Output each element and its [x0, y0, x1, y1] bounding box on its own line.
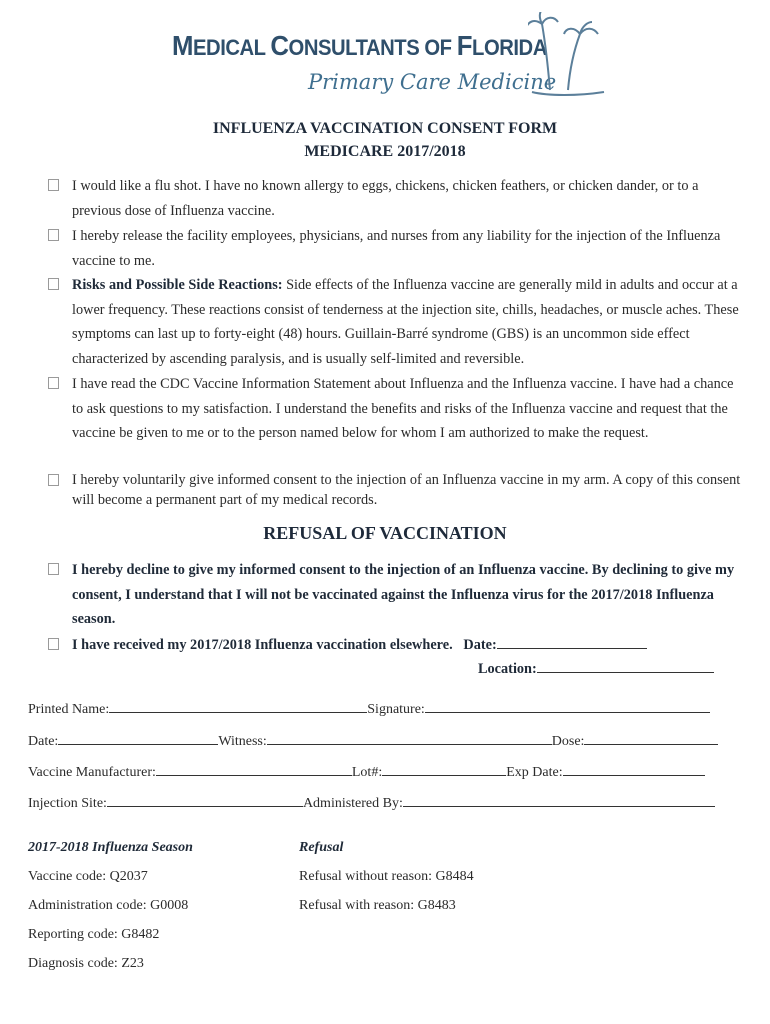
palm-tree-logo-icon	[528, 12, 608, 102]
refusal-heading: Refusal	[299, 840, 344, 855]
refusal-location-field[interactable]	[537, 658, 714, 673]
site-administered-row	[28, 792, 715, 812]
form-subtitle: MEDICARE 2017/2018	[304, 143, 466, 160]
checkbox[interactable]	[48, 278, 59, 290]
consent-item-vis: I have read the CDC Vaccine Information Statement about Influenza and the Influenza vaccine. I have had a chance to ask questions to my satisfaction. I understand the benefits and risks of the Influenza vaccine and request that the vaccine be given to me or to the person named below for whom I am authorized to make the request.	[48, 372, 748, 446]
checkbox[interactable]	[48, 377, 59, 389]
consent-item-release: I hereby release the facility employees, physicians, and nurses from any liability for the injection of the Influenza vaccine to me.	[48, 224, 748, 273]
refusal-title: REFUSAL OF VACCINATION	[263, 523, 507, 543]
date-witness-dose-row	[28, 730, 718, 750]
administered-by-label: Administered By:	[302, 796, 403, 811]
signature-label: Signature:	[367, 702, 425, 717]
brand-tagline: Primary Care Medicine	[308, 70, 557, 94]
administered-by-field[interactable]	[403, 792, 715, 807]
exp-date-field[interactable]	[563, 761, 705, 776]
lot-label: Lot#:	[351, 765, 383, 780]
exp-date-label: Exp Date:	[506, 765, 563, 780]
injection-site-label: Injection Site:	[28, 796, 107, 811]
name-signature-row	[28, 698, 710, 718]
checkbox[interactable]	[48, 638, 59, 650]
witness-label: Witness:	[218, 734, 267, 749]
signature-field[interactable]	[425, 698, 710, 713]
refusal-codes	[299, 840, 474, 914]
season-heading: 2017-2018 Influenza Season	[28, 840, 193, 855]
lot-field[interactable]	[382, 761, 506, 776]
dose-label: Dose:	[551, 734, 585, 749]
manufacturer-lot-exp-row	[28, 761, 705, 781]
vaccine-manufacturer-field[interactable]	[156, 761, 352, 776]
injection-site-field[interactable]	[107, 792, 303, 807]
refusal-date-field[interactable]	[497, 634, 647, 649]
refusal-item-decline: I hereby decline to give my informed consent to the injection of an Influenza vaccine. By declining to give my consent, I understand that I will not be vaccinated against the Influenza virus for the 2017/2018 Influenza season.	[48, 558, 748, 632]
refusal-without-reason-code: Refusal without reason: G8484	[299, 869, 474, 884]
refusal-date-label: Date:	[463, 637, 497, 653]
checkbox[interactable]	[48, 474, 59, 486]
brand-name: MEDICAL CONSULTANTS OF FLORIDA	[172, 30, 547, 61]
date-label: Date:	[28, 734, 59, 749]
consent-item-risks: Risks and Possible Side Reactions: Side effects of the Influenza vaccine are generally mild in adults and occur at a lower frequency. These reactions consist of tenderness at the injection site, chills, headaches, or muscle aches. These symptoms can last up to forty-eight (48) hours. Guillain-Barré syndrome (GBS) is an uncommon side effect characterized by ascending paralysis, and is usually self-limited and reversible.	[48, 273, 748, 371]
vaccine-manufacturer-label: Vaccine Manufacturer:	[28, 765, 156, 780]
checkbox[interactable]	[48, 229, 59, 241]
checkbox[interactable]	[48, 563, 59, 575]
printed-name-label: Printed Name:	[28, 702, 110, 717]
letterhead	[0, 0, 770, 110]
witness-field[interactable]	[267, 730, 552, 745]
administration-code: Administration code: G0008	[28, 898, 189, 913]
refusal-item-elsewhere: I have received my 2017/2018 Influenza vaccination elsewhere. Date:	[48, 633, 748, 658]
dose-field[interactable]	[584, 730, 718, 745]
refusal-location-row	[478, 657, 738, 682]
consent-item-allergy: I would like a flu shot. I have no known allergy to eggs, chickens, chicken feathers, or chicken dander, or to a previous dose of Influenza vaccine.	[48, 174, 748, 223]
date-field[interactable]	[58, 730, 218, 745]
diagnosis-code: Diagnosis code: Z23	[28, 956, 144, 971]
season-codes	[28, 840, 193, 972]
reporting-code: Reporting code: G8482	[28, 927, 160, 942]
form-title: INFLUENZA VACCINATION CONSENT FORM	[212, 120, 558, 137]
refusal-location-label: Location:	[478, 661, 537, 677]
checkbox[interactable]	[48, 179, 59, 191]
consent-item-voluntary: I hereby voluntarily give informed consent to the injection of an Influenza vaccine in my arm. A copy of this consent will become a permanent part of my medical records.	[48, 470, 748, 510]
vaccine-code: Vaccine code: Q2037	[28, 869, 148, 884]
printed-name-field[interactable]	[109, 698, 367, 713]
refusal-with-reason-code: Refusal with reason: G8483	[299, 898, 456, 913]
